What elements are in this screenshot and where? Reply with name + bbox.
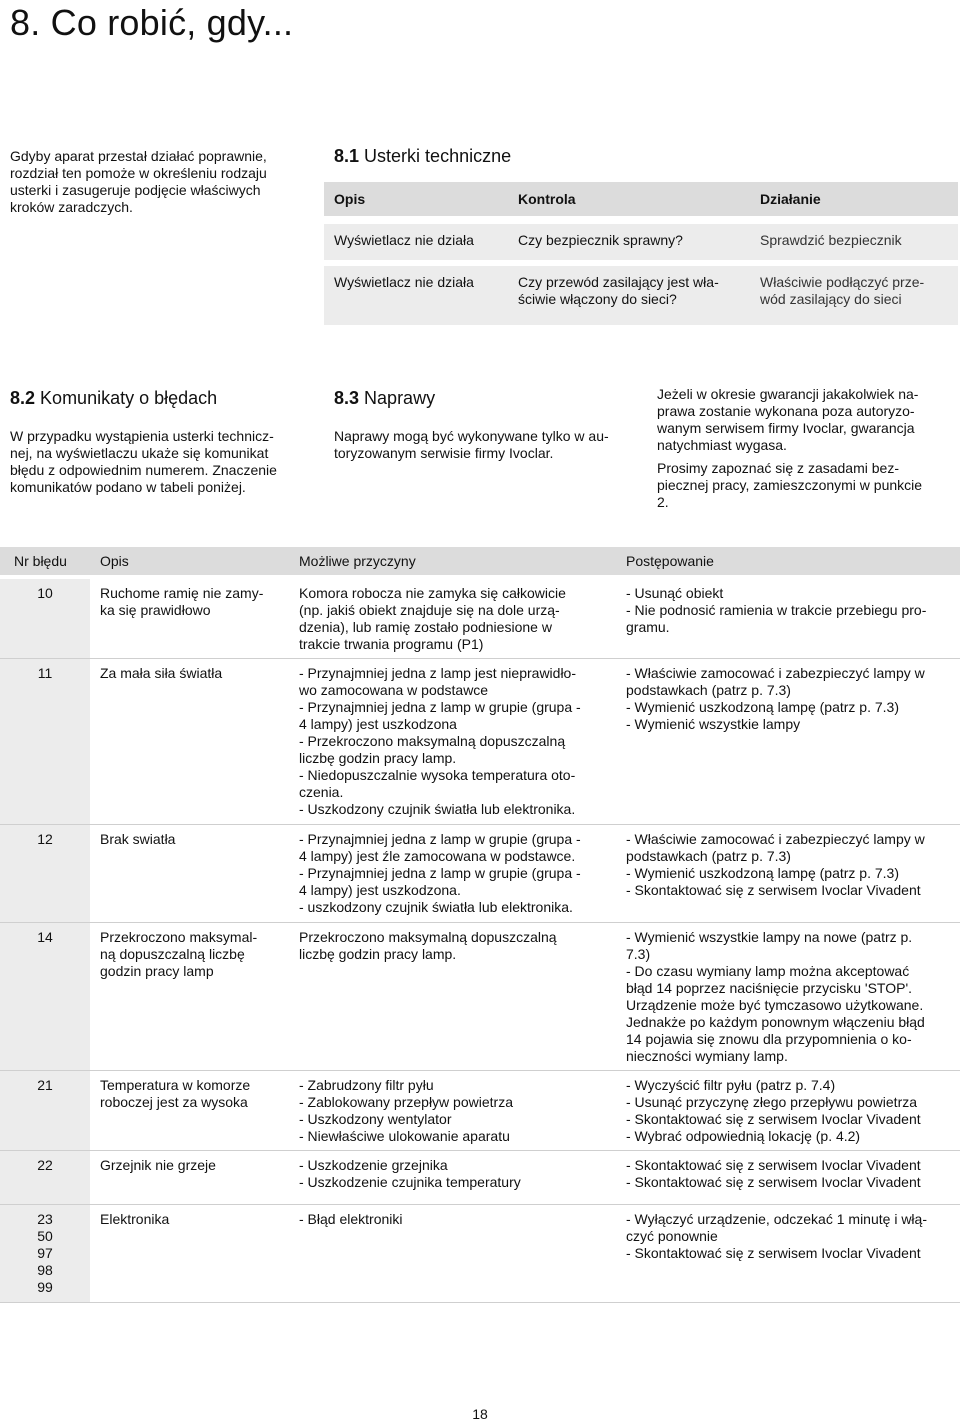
cell-nr: [0, 1205, 90, 1302]
cell-line: Sprawdzić bezpiecznik: [760, 232, 902, 248]
cell-nr: [0, 1151, 90, 1204]
cell-line: Komora robocza nie zamyka się całkowicie: [299, 585, 566, 601]
cell-nr: [0, 1071, 90, 1150]
cell-line: 11: [37, 665, 53, 681]
cell-line: - Uszkodzony czujnik światła lub elektronika.: [299, 801, 576, 817]
section-81-title: Usterki techniczne: [364, 146, 512, 166]
cell-line: - Wymienić uszkodzoną lampę (patrz p. 7.3): [626, 865, 899, 881]
cell-postepowanie: [617, 1151, 960, 1204]
section-81-heading: [334, 146, 511, 167]
intro-line: Gdyby aparat przestał działać poprawnie,: [10, 148, 267, 164]
cell-line: - Uszkodzenie grzejnika: [299, 1157, 448, 1173]
cell-przyczyny: [290, 1205, 617, 1302]
cell-line: Za mała siła światła: [100, 665, 223, 681]
cell-line: - Skontaktować się z serwisem Ivoclar Vivadent: [626, 882, 921, 898]
cell-line: Jednakże po każdym ponownym włączeniu błąd: [626, 1014, 925, 1030]
section-82-number: 8.2: [10, 388, 36, 408]
cell-line: - Nie podnosić ramienia w trakcie przebiegu pro-: [626, 602, 927, 618]
cell-postepowanie: [617, 1205, 960, 1302]
cell-line: - Skontaktować się z serwisem Ivoclar Vivadent: [626, 1245, 921, 1261]
cell-line: - Zablokowany przepływ powietrza: [299, 1094, 513, 1110]
table-row: [0, 579, 960, 659]
text-line: nej, na wyświetlaczu ukaże się komunikat: [10, 445, 269, 461]
cell-line: Elektronika: [100, 1211, 170, 1227]
header-kontrola: Kontrola: [518, 191, 576, 207]
intro-text: [10, 148, 300, 216]
safety-paragraph: [657, 460, 957, 511]
cell-line: 99: [37, 1279, 53, 1295]
cell-line: roboczej jest za wysoka: [100, 1094, 248, 1110]
cell-opis: [90, 825, 290, 922]
header-dzialanie: Działanie: [760, 191, 821, 207]
error-table-body: [0, 579, 960, 1303]
header-postepowanie: Postępowanie: [626, 552, 714, 569]
section-82-text: [10, 428, 310, 496]
cell-line: - Wyczyścić filtr pyłu (patrz p. 7.4): [626, 1077, 836, 1093]
cell-line: - Do czasu wymiany lamp można akceptować: [626, 963, 910, 979]
text-line: prawa zostanie wykonana poza autoryzo-: [657, 403, 915, 419]
warranty-text: [657, 386, 957, 517]
cell-line: - Właściwie zamocować i zabezpieczyć lampy w: [626, 665, 925, 681]
cell-line: - Niewłaściwe ulokowanie aparatu: [299, 1128, 510, 1144]
technical-faults-table: [324, 182, 958, 331]
cell-opis: [90, 1205, 290, 1302]
text-line: natychmiast wygasa.: [657, 437, 787, 453]
text-line: Jeżeli w okresie gwarancji jakakolwiek na-: [657, 386, 919, 402]
table-row: [0, 659, 960, 825]
cell-line: - Usunąć obiekt: [626, 585, 724, 601]
cell-line: Przekroczono maksymalną dopuszczalną: [299, 929, 557, 945]
table-row: [0, 1205, 960, 1303]
header-opis: Opis: [334, 191, 366, 207]
cell-line: czenia.: [299, 784, 344, 800]
cell-line: - Wymienić wszystkie lampy na nowe (patrz p.: [626, 929, 913, 945]
cell-line: 4 lampy) jest uszkodzona.: [299, 882, 461, 898]
cell-line: 14: [37, 929, 53, 945]
technical-faults-header: [324, 182, 958, 216]
text-line: wanym serwisem firmy Ivoclar, gwarancja: [657, 420, 915, 436]
cell-line: - Przynajmniej jedna z lamp w grupie (grupa -: [299, 865, 581, 881]
cell-line: - Przekroczono maksymalną dopuszczalną: [299, 733, 566, 749]
text-line: błędu z odpowiednim numerem. Znaczenie: [10, 462, 277, 478]
cell-line: - Usunąć przyczynę złego przepływu powietrza: [626, 1094, 918, 1110]
cell-postepowanie: [617, 579, 960, 658]
cell-line: 97: [37, 1245, 53, 1261]
cell-line: podstawkach (patrz p. 7.3): [626, 682, 791, 698]
table-row: [0, 1071, 960, 1151]
error-table-header: [0, 547, 960, 575]
cell-line: 14 pojawia się znowu dla przypomnienia o ko-: [626, 1031, 912, 1047]
cell-line: Ruchome ramię nie zamy-: [100, 585, 264, 601]
cell-kontrola: [508, 232, 750, 260]
table-row: [324, 224, 958, 260]
cell-line: 10: [37, 585, 53, 601]
cell-line: (np. jakiś obiekt znajduje się na dole urzą-: [299, 602, 560, 618]
table-row: [0, 825, 960, 923]
cell-line: 4 lampy) jest uszkodzona: [299, 716, 457, 732]
cell-line: Właściwie podłączyć prze-: [760, 274, 925, 290]
cell-line: ną dopuszczalną liczbę: [100, 946, 245, 962]
cell-line: - Skontaktować się z serwisem Ivoclar Vivadent: [626, 1174, 921, 1190]
cell-line: - Skontaktować się z serwisem Ivoclar Vivadent: [626, 1111, 921, 1127]
section-83-text: [334, 428, 634, 462]
page-number: 18: [472, 1406, 488, 1422]
cell-line: - uszkodzony czujnik światła lub elektronika.: [299, 899, 573, 915]
cell-line: Przekroczono maksymal-: [100, 929, 258, 945]
cell-line: dzenia), lub ramię zostało podniesione w: [299, 619, 552, 635]
cell-line: 12: [37, 831, 53, 847]
cell-line: Wyświetlacz nie działa: [334, 232, 474, 248]
cell-line: - Właściwie zamocować i zabezpieczyć lampy w: [626, 831, 925, 847]
cell-nr: [0, 579, 90, 658]
cell-line: nieczności wymiany lamp.: [626, 1048, 788, 1064]
cell-opis: [90, 923, 290, 1070]
section-81-number: 8.1: [334, 146, 360, 166]
cell-line: gramu.: [626, 619, 670, 635]
cell-line: - Zabrudzony filtr pyłu: [299, 1077, 434, 1093]
cell-nr: [0, 659, 90, 824]
cell-opis: [90, 579, 290, 658]
cell-line: 4 lampy) jest źle zamocowana w podstawce.: [299, 848, 576, 864]
cell-przyczyny: [290, 659, 617, 824]
cell-line: Czy bezpiecznik sprawny?: [518, 232, 683, 248]
text-line: komunikatów podano w tabeli poniżej.: [10, 479, 246, 495]
cell-line: Wyświetlacz nie działa: [334, 274, 474, 290]
cell-line: czyć ponownie: [626, 1228, 718, 1244]
cell-opis: [90, 659, 290, 824]
text-line: 2.: [657, 494, 669, 510]
cell-line: - Uszkodzenie czujnika temperatury: [299, 1174, 521, 1190]
cell-line: - Wymienić uszkodzoną lampę (patrz p. 7.3): [626, 699, 899, 715]
section-82-title: Komunikaty o błędach: [40, 388, 218, 408]
cell-line: Temperatura w komorze: [100, 1077, 251, 1093]
cell-dzialanie: [750, 232, 958, 260]
text-line: Prosimy zapoznać się z zasadami bez-: [657, 460, 899, 476]
cell-line: wo zamocowana w podstawce: [299, 682, 489, 698]
cell-opis: [90, 1151, 290, 1204]
cell-line: - Przynajmniej jedna z lamp w grupie (grupa -: [299, 699, 581, 715]
cell-line: 50: [37, 1228, 53, 1244]
cell-line: - Błąd elektroniki: [299, 1211, 403, 1227]
section-83-number: 8.3: [334, 388, 360, 408]
section-82-heading: [10, 388, 217, 409]
cell-postepowanie: [617, 923, 960, 1070]
cell-line: liczbę godzin pracy lamp.: [299, 750, 457, 766]
table-row: [0, 923, 960, 1071]
cell-line: 98: [37, 1262, 53, 1278]
cell-line: liczbę godzin pracy lamp.: [299, 946, 457, 962]
intro-line: usterki i zasugeruje podjęcie właściwych: [10, 182, 261, 198]
cell-line: - Skontaktować się z serwisem Ivoclar Vivadent: [626, 1157, 921, 1173]
cell-przyczyny: [290, 923, 617, 1070]
page-title: 8. Co robić, gdy...: [10, 2, 294, 43]
cell-przyczyny: [290, 1151, 617, 1204]
text-line: W przypadku wystąpienia usterki technicz-: [10, 428, 274, 444]
cell-line: 7.3): [626, 946, 651, 962]
cell-opis: [90, 1071, 290, 1150]
section-83-title: Naprawy: [364, 388, 436, 408]
cell-line: - Wyłączyć urządzenie, odczekać 1 minutę i włą-: [626, 1211, 927, 1227]
cell-line: ściwie włączony do sieci?: [518, 291, 677, 307]
cell-line: Czy przewód zasilający jest wła-: [518, 274, 719, 290]
intro-line: kroków zaradczych.: [10, 199, 133, 215]
cell-dzialanie: [750, 274, 958, 325]
cell-line: wód zasilający do sieci: [760, 291, 902, 307]
text-line: piecznej pracy, zamieszczonymi w punkcie: [657, 477, 923, 493]
cell-przyczyny: [290, 1071, 617, 1150]
table-row: [0, 1151, 960, 1205]
cell-line: - Niedopuszczalnie wysoka temperatura oto-: [299, 767, 576, 783]
table-row: [324, 266, 958, 325]
warranty-paragraph: [657, 386, 957, 454]
section-83-heading: [334, 388, 435, 409]
cell-postepowanie: [617, 1071, 960, 1150]
header-nr: Nr błędu: [14, 552, 67, 569]
cell-line: - Przynajmniej jedna z lamp jest nieprawidło-: [299, 665, 577, 681]
cell-line: Brak swiatła: [100, 831, 176, 847]
cell-kontrola: [508, 274, 750, 325]
cell-postepowanie: [617, 659, 960, 824]
cell-przyczyny: [290, 579, 617, 658]
cell-line: trakcie trwania programu (P1): [299, 636, 484, 652]
text-line: Naprawy mogą być wykonywane tylko w au-: [334, 428, 609, 444]
cell-line: - Wybrać odpowiednią lokację (p. 4.2): [626, 1128, 861, 1144]
header-przyczyny: Możliwe przyczyny: [299, 552, 416, 569]
cell-line: - Uszkodzony wentylator: [299, 1111, 452, 1127]
cell-line: godzin pracy lamp: [100, 963, 214, 979]
error-codes-table: [0, 547, 960, 1303]
header-opis: Opis: [100, 552, 129, 569]
cell-line: Grzejnik nie grzeje: [100, 1157, 216, 1173]
cell-postepowanie: [617, 825, 960, 922]
cell-line: Urządzenie może być tymczasowo użytkowane.: [626, 997, 924, 1013]
cell-line: - Wymienić wszystkie lampy: [626, 716, 801, 732]
cell-nr: [0, 825, 90, 922]
cell-opis: [324, 274, 508, 325]
cell-line: - Przynajmniej jedna z lamp w grupie (grupa -: [299, 831, 581, 847]
cell-line: ka się prawidłowo: [100, 602, 211, 618]
cell-line: błąd 14 poprzez naciśnięcie przycisku 'STOP'.: [626, 980, 913, 996]
cell-line: 23: [37, 1211, 53, 1227]
text-line: toryzowanym serwisie firmy Ivoclar.: [334, 445, 554, 461]
cell-przyczyny: [290, 825, 617, 922]
cell-nr: [0, 923, 90, 1070]
cell-line: podstawkach (patrz p. 7.3): [626, 848, 791, 864]
cell-line: 22: [37, 1157, 53, 1173]
intro-line: rozdział ten pomoże w określeniu rodzaju: [10, 165, 267, 181]
cell-line: 21: [37, 1077, 53, 1093]
cell-opis: [324, 232, 508, 260]
